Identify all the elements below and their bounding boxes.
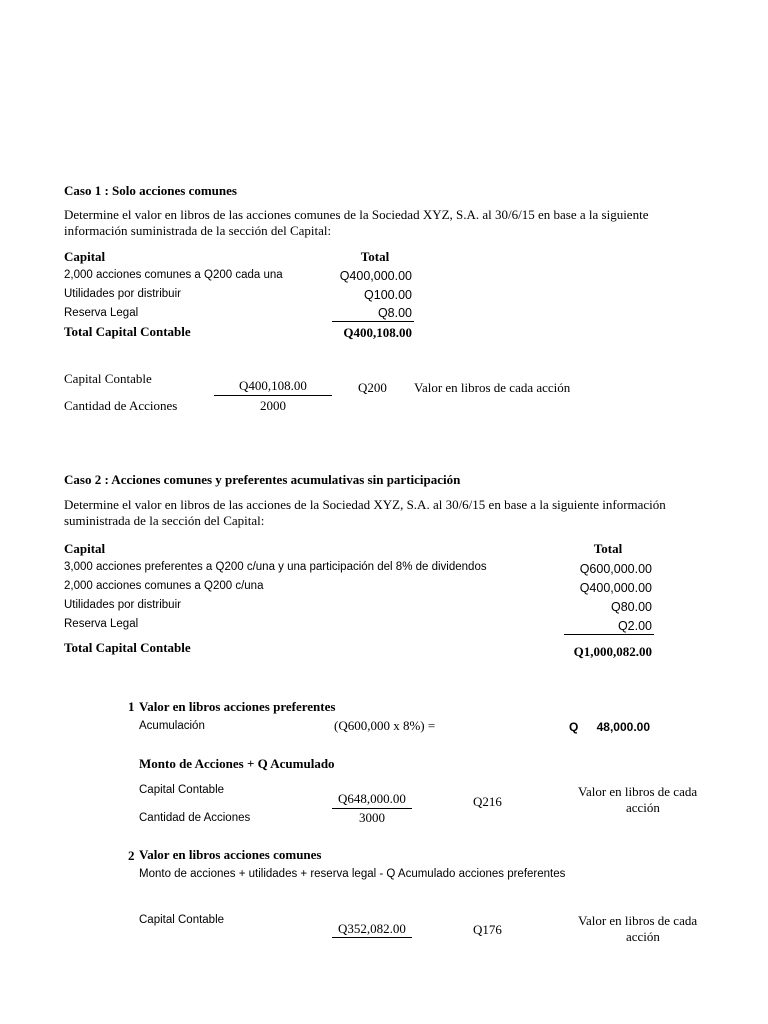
part1-calc-numerator: Q648,000.00 — [338, 791, 406, 806]
case1-total-rule — [332, 321, 414, 322]
part1-number: 1 — [128, 699, 135, 714]
part1-result-label-line1: Valor en libros de cada — [578, 784, 698, 799]
case1-total-header: Total — [360, 249, 390, 264]
case1-total-value: Q400,108.00 — [343, 325, 412, 340]
part1-acum-value: 48,000.00 — [596, 720, 650, 734]
case2-row-label: Reserva Legal — [64, 618, 139, 630]
part2-calc-numerator: Q352,082.00 — [338, 921, 406, 936]
part1-calc-label-bottom: Cantidad de Acciones — [139, 812, 251, 824]
part2-title: Valor en libros acciones comunes — [139, 847, 322, 862]
part2-fraction-line — [332, 937, 412, 938]
part1-calc-label-top: Capital Contable — [139, 784, 225, 796]
part2-formula: Monto de acciones + utilidades + reserva legal - Q Acumulado acciones preferentes — [139, 868, 566, 880]
case2-total-rule — [564, 634, 654, 635]
part1-subtitle: Monto de Acciones + Q Acumulado — [139, 756, 335, 771]
part1-result-label-line2: acción — [626, 800, 660, 815]
part1-acum-label: Acumulación — [139, 720, 205, 732]
case1-calc-label-top: Capital Contable — [64, 371, 152, 386]
case1-row-value: Q400,000.00 — [339, 269, 412, 283]
case2-row-value: Q600,000.00 — [579, 562, 652, 576]
case2-description-line2: suministrada de la sección del Capital: — [64, 513, 265, 528]
part2-result-label-line2: acción — [626, 929, 660, 944]
case2-row-label: 2,000 acciones comunes a Q200 c/una — [64, 580, 264, 592]
case2-row-label: 3,000 acciones preferentes a Q200 c/una y una participación del 8% de dividendos — [64, 561, 487, 573]
case1-row-value: Q8.00 — [377, 306, 412, 320]
case1-description-line2: información suministrada de la sección del Capital: — [64, 223, 332, 238]
case1-row-label: Utilidades por distribuir — [64, 288, 181, 300]
case2-total-label: Total Capital Contable — [64, 640, 191, 655]
case1-row-value: Q100.00 — [364, 288, 412, 302]
part1-calc-result: Q216 — [473, 794, 502, 809]
case2-capital-header: Capital — [64, 541, 106, 556]
case1-fraction-line — [214, 395, 332, 396]
part2-calc-result: Q176 — [473, 922, 502, 937]
case2-total-value: Q1,000,082.00 — [573, 644, 652, 659]
case1-row-label: Reserva Legal — [64, 307, 139, 319]
part1-acum-formula: (Q600,000 x 8%) = — [334, 718, 436, 733]
part1-fraction-line — [332, 808, 412, 809]
part1-title: Valor en libros acciones preferentes — [139, 699, 336, 714]
case1-calc-result: Q200 — [358, 380, 387, 395]
case1-calc-denominator: 2000 — [260, 398, 286, 413]
case2-description-line1: Determine el valor en libros de las acciones de la Sociedad XYZ, S.A. al 30/6/15 en base a la siguiente información — [64, 497, 666, 512]
case2-row-value: Q80.00 — [610, 600, 652, 614]
case2-row-value: Q2.00 — [617, 619, 652, 633]
case2-row-value: Q400,000.00 — [579, 581, 652, 595]
case1-calc-numerator: Q400,108.00 — [239, 378, 307, 393]
case1-row-label: 2,000 acciones comunes a Q200 cada una — [64, 269, 283, 281]
case1-capital-header: Capital — [64, 249, 106, 264]
case1-calc-label-bottom: Cantidad de Acciones — [64, 398, 178, 413]
case1-calc-result-label: Valor en libros de cada acción — [414, 380, 571, 395]
part2-calc-label-top: Capital Contable — [139, 914, 225, 926]
case2-total-header: Total — [593, 541, 623, 556]
part1-acum-currency: Q — [569, 720, 579, 734]
case2-title: Caso 2 : Acciones comunes y preferentes acumulativas sin participación — [64, 472, 461, 487]
part2-number: 2 — [128, 848, 135, 863]
case1-title: Caso 1 : Solo acciones comunes — [64, 183, 237, 198]
part2-result-label-line1: Valor en libros de cada — [578, 913, 698, 928]
case1-total-label: Total Capital Contable — [64, 324, 191, 339]
case2-row-label: Utilidades por distribuir — [64, 599, 181, 611]
case1-description-line1: Determine el valor en libros de las acciones comunes de la Sociedad XYZ, S.A. al 30/6/15 en base a la siguiente — [64, 207, 649, 222]
part1-calc-denominator: 3000 — [359, 810, 385, 825]
